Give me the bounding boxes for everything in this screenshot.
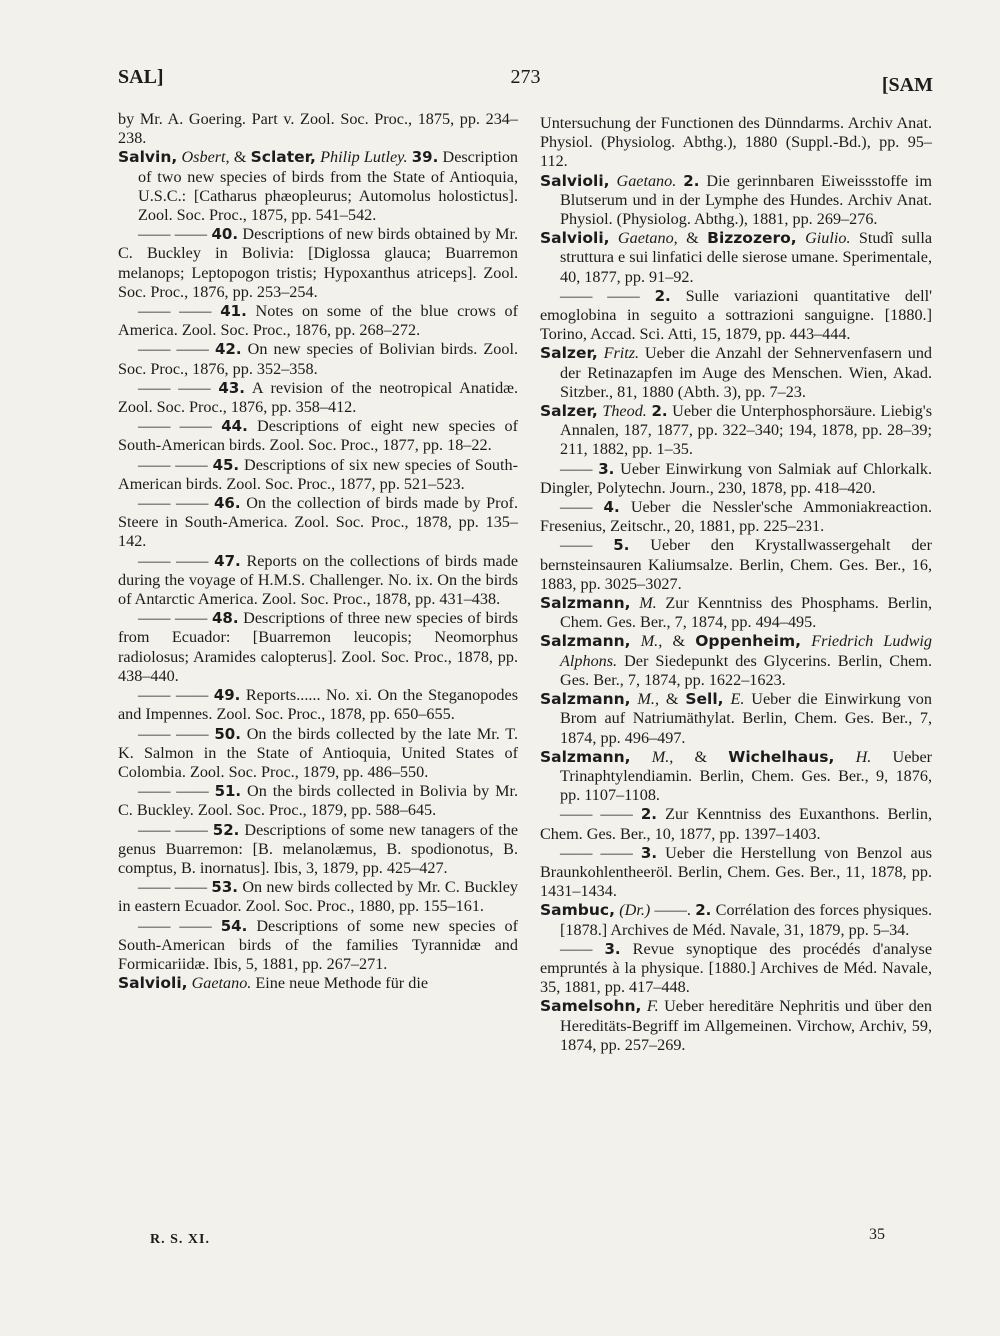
entry-number: 3. [640,843,658,862]
entry-text: Descriptions of six new species of South-American birds. Zool. Soc. Proc., 1877, pp. 521–523. [118,455,519,493]
author-surname: Salzmann, [540,632,631,651]
ditto-dash: —— —— [138,378,211,397]
coauthor-surname: Wichelhaus, [728,747,835,766]
bibliography-entry [540,460,932,498]
bibliography-entry [118,686,518,724]
continued-entry [118,110,518,148]
entry-text: Ueber den Krystallwassergehalt der bernsteinsauren Kaliumsalze. Berlin, Chem. Ges. Ber., 16, 1883, pp. 3025–3027. [540,536,933,593]
bibliography-entry [118,340,518,378]
bibliography-entry [118,878,518,916]
entry-number: 2. [640,805,658,824]
entry-text: Descriptions of eight new species of South-American birds. Zool. Soc. Proc., 1877, pp. 18–22. [118,417,519,455]
bibliography-entry [540,690,932,748]
entry-text: Untersuchung der Functionen des Dünndarms. Archiv Anat. Physiol. (Physiolog. Abthg.), 1880 (Suppl.-Bd.), pp. 95–112. [540,114,932,171]
bibliography-entry [540,632,932,690]
bibliography-entry [118,417,518,455]
author-surname: Salzmann, [540,747,631,766]
author-given-name: Osbert, [181,148,230,167]
author-surname: Samelsohn, [540,997,642,1016]
entry-number: 42. [214,340,242,359]
author-given-name: Gaetano. [191,974,252,993]
header-right: [SAM [881,74,933,96]
coauthor-given-name: Giulio. [805,229,851,248]
entry-number: 40. [211,225,239,244]
bibliography-entry [540,536,932,594]
author-given-name: Theod. [602,402,647,421]
author-given-name: M. [639,594,657,613]
entry-text: Revue synoptique des procédés d'analyse empruntés à la physique. [1880.] Archives de Méd. Navale, 35, 1881, pp. 417–448. [540,939,933,997]
ditto-dash: —— —— [138,494,209,513]
entry-text: On new birds collected by Mr. C. Buckley in eastern Ecuador. Zool. Soc. Proc., 1880, pp. 155–161. [118,878,519,916]
entry-text: Zur Kenntniss des Phosphams. Berlin, Chem. Ges. Ber., 7, 1874, pp. 494–495. [560,594,932,632]
bibliography-entry [540,287,932,345]
folio-number: 35 [869,1226,885,1243]
entry-number: 2. [651,402,668,421]
bibliography-entry [118,725,518,783]
bibliography-entry [540,748,932,806]
continued-entry [540,114,932,172]
coauthor-surname: Bizzozero, [707,229,797,248]
entry-text: Description of two new species of birds from the State of Antioquia, U.S.C.: [Catharus phæopleurus; Automolus holostictus]. Zool. Soc. Proc., 1875, pp. 541–542. [138,148,519,225]
bibliography-entry [540,940,932,998]
author-connector: ——. [654,901,691,920]
author-given-name: Gaetano, [617,229,678,248]
entry-number: 49. [213,686,241,705]
ditto-dash: —— —— [138,916,212,935]
entry-number: 44. [221,417,248,436]
ditto-dash: —— —— [138,340,209,359]
entry-text: Ueber die Nessler'sche Ammoniakreaction. Fresenius, Zeitschr., 20, 1881, pp. 225–231. [540,498,933,536]
entry-text: Ueber die Anzahl der Sehnervenfasern und der Retinazapfen im Auge des Menschen. Wien, Akad. Sitzber., 81, 1880 (Abth. 3), pp. 7–23. [560,344,933,401]
bibliography-entry [118,821,518,879]
author-given-name: (Dr.) [619,901,651,920]
bibliography-entry [118,782,518,820]
bibliography-entry [118,552,518,610]
entry-text: Die gerinnbaren Eiweissstoffe im Blutserum und in der Lymphe des Hundes. Archiv Anat. Physiol. (Physiolog. Abthg.), 1881, pp. 269–276. [560,171,933,229]
author-connector: & [665,690,679,709]
ditto-dash: —— —— [560,286,640,305]
signature-mark: R. S. XI. [150,1232,210,1247]
coauthor-given-name: H. [855,747,872,766]
entry-text: Reports on the collections of birds made during the voyage of H.M.S. Challenger. No. ix. On the birds of Antarctic America. Zool. Soc. Proc., 1878, pp. 431–438. [118,551,519,609]
author-connector: & [686,229,699,248]
author-given-name: M., [651,747,674,766]
author-surname: Salvioli, [118,974,188,993]
left-column [118,110,518,993]
bibliography-entry [540,594,932,632]
running-head [118,66,933,96]
author-given-name: M., [637,690,659,709]
author-surname: Salzer, [540,402,598,421]
author-surname: Salvioli, [540,171,610,190]
entry-text: Descriptions of some new tanagers of the genus Buarremon: [B. melanolæmus, B. spodionotus, B. comptus, B. inornatus]. Ibis, 3, 1879, pp. 425–427. [118,820,519,877]
entry-number: 52. [212,820,240,839]
entry-text: by Mr. A. Goering. Part v. Zool. Soc. Proc., 1875, pp. 234–238. [118,110,518,148]
bibliography-entry [540,901,932,939]
entry-text: Ueber hereditäre Nephritis und über den Hereditäts-Begriff im Allgemeinen. Virchow, Archiv, 59, 1874, pp. 257–269. [560,997,933,1054]
bibliography-entry [118,494,518,552]
entry-number: 2. [683,171,700,190]
coauthor-surname: Sell, [685,690,724,709]
author-surname: Salvin, [118,148,178,167]
entry-number: 54. [220,916,248,935]
bibliography-entry [118,974,518,993]
ditto-dash: —— —— [138,551,209,570]
bibliography-entry [540,805,932,843]
bibliography-entry [540,229,932,287]
ditto-dash: —— —— [138,878,208,897]
author-surname: Salzmann, [540,594,631,613]
entry-number: 41. [220,302,247,321]
entry-text: Ueber die Herstellung von Benzol aus Braunkohlentheeröl. Berlin, Chem. Ges. Ber., 11, 1878, pp. 1431–1434. [540,843,933,901]
entry-text: Corrélation des forces physiques. [1878.] Archives de Méd. Navale, 31, 1879, pp. 5–34. [560,901,933,939]
entry-text: Sulle variazioni quantitative dell' emoglobina in seguito a sottrazioni sanguigne. [1880.] Torino, Accad. Sci. Atti, 15, 1879, pp. 443–444. [540,286,933,344]
author-given-name: M., [640,632,663,651]
ditto-dash: —— —— [138,609,208,628]
ditto-dash: —— —— [138,724,209,743]
entry-number: 46. [214,494,241,513]
ditto-dash: —— [560,459,593,478]
ditto-dash: —— —— [138,225,208,244]
entry-number: 48. [211,609,239,628]
entry-text: Descriptions of three new species of birds from Ecuador: [Buarremon leucopis; Neomorphus radiolosus; Aramides calopterus]. Zool. Soc. Proc., 1878, pp. 438–440. [118,609,519,685]
ditto-dash: —— —— [138,686,209,705]
entry-text: Reports...... No. xi. On the Steganopodes and Impennes. Zool. Soc. Proc., 1878, pp. 650–655. [118,686,519,724]
entry-text: Eine neue Methode für die [255,974,429,993]
right-column [540,114,932,1055]
bibliography-entry [540,172,932,230]
author-given-name: F. [646,997,659,1016]
bibliography-entry [118,148,518,225]
coauthor-surname: Oppenheim, [695,632,802,651]
bibliography-entry [118,917,518,975]
entry-number: 50. [214,724,241,743]
entry-number: 45. [212,455,240,474]
entry-number: 3. [604,939,621,958]
author-surname: Salvioli, [540,229,610,248]
header-left: SAL] [118,66,164,88]
entry-text: Descriptions of some new species of South-American birds of the families Tyrannidæ and Formicariidæ. Ibis, 5, 1881, pp. 267–271. [118,916,518,973]
author-surname: Salzmann, [540,690,631,709]
entry-text: On the birds collected by the late Mr. T. K. Salmon in the State of Antioquia, United States of Colombia. Zool. Soc. Proc., 1879, pp. 486–550. [118,724,519,781]
coauthor-surname: Sclater, [250,148,316,167]
entry-text: Notes on some of the blue crows of America. Zool. Soc. Proc., 1876, pp. 268–272. [118,302,519,340]
entry-text: Ueber Trinaphtylendiamin. Berlin, Chem. Ges. Ber., 9, 1876, pp. 1107–1108. [560,747,933,805]
ditto-dash: —— [560,498,593,517]
entry-text: Descriptions of new birds obtained by Mr. C. Buckley in Bolivia: [Diglossa glauca; Buarremon melanops; Leptopogon tristis; Hypoxanthus atriceps]. Zool. Soc. Proc., 1876, pp. 253–254. [118,225,519,301]
entry-number: 5. [613,536,630,555]
author-connector: & [672,632,686,651]
author-connector: & [233,148,247,167]
coauthor-given-name: E. [730,690,745,709]
bibliography-entry [540,402,932,460]
bibliography-entry [118,379,518,417]
entry-number: 2. [654,286,671,305]
ditto-dash: —— —— [138,302,212,321]
entry-text: Studî sulla struttura e sui linfatici delle sierose umane. Sperimentale, 40, 1877, pp. 91–92. [560,229,933,286]
entry-text: Ueber Einwirkung von Salmiak auf Chlorkalk. Dingler, Polytechn. Journ., 230, 1878, pp. 418–420. [540,459,933,497]
entry-number: 4. [603,498,620,517]
entry-number: 51. [214,782,242,801]
author-connector: & [694,747,708,766]
page-footer [150,1226,885,1250]
ditto-dash: —— —— [560,805,633,824]
coauthor-given-name: Philip Lutley. [320,148,408,167]
entry-number: 53. [211,878,238,897]
ditto-dash: —— —— [138,455,208,474]
bibliography-entry [118,456,518,494]
entry-text: Zur Kenntniss des Euxanthons. Berlin, Chem. Ges. Ber., 10, 1877, pp. 1397–1403. [540,805,933,843]
ditto-dash: —— [560,536,593,555]
entry-text: On new species of Bolivian birds. Zool. Soc. Proc., 1876, pp. 352–358. [118,340,519,378]
entry-text: On the birds collected in Bolivia by Mr. C. Buckley. Zool. Soc. Proc., 1879, pp. 588–645. [118,782,519,820]
author-given-name: Gaetano. [616,171,677,190]
ditto-dash: —— —— [560,843,633,862]
entry-number: 43. [218,378,245,397]
author-given-name: Fritz. [603,344,640,363]
bibliography-entry [540,498,932,536]
bibliography-entry [118,302,518,340]
author-surname: Salzer, [540,344,598,363]
author-surname: Sambuc, [540,901,615,920]
bibliography-entry [540,997,932,1055]
bibliography-entry [540,844,932,902]
ditto-dash: —— [560,939,593,958]
entry-number: 39. [411,148,439,167]
entry-number: 47. [214,551,241,570]
entry-text: Ueber die Einwirkung von Brom auf Natriumäthylat. Berlin, Chem. Ges. Ber., 7, 1874, pp. 496–497. [560,690,932,747]
ditto-dash: —— —— [138,782,209,801]
entry-text: Der Siedepunkt des Glycerins. Berlin, Chem. Ges. Ber., 7, 1874, pp. 1622–1623. [560,651,932,689]
entry-text: A revision of the neotropical Anatidæ. Zool. Soc. Proc., 1876, pp. 358–412. [118,378,519,417]
entry-text: On the collection of birds made by Prof. Steere in South-America. Zool. Soc. Proc., 1878, pp. 135–142. [118,494,518,551]
coauthor-given-name: Friedrich Ludwig Alphons. [560,632,933,670]
bibliography-entry [118,609,518,686]
ditto-dash: —— —— [138,417,212,436]
ditto-dash: —— —— [138,820,208,839]
page-number: 273 [510,66,541,88]
bibliography-entry [118,225,518,302]
entry-text: Ueber die Unterphosphorsäure. Liebig's Annalen, 187, 1877, pp. 322–340; 194, 1878, pp. 28–39; 211, 1882, pp. 1–35. [560,402,933,459]
bibliography-entry [540,344,932,402]
entry-number: 2. [695,901,712,920]
entry-number: 3. [598,459,615,478]
